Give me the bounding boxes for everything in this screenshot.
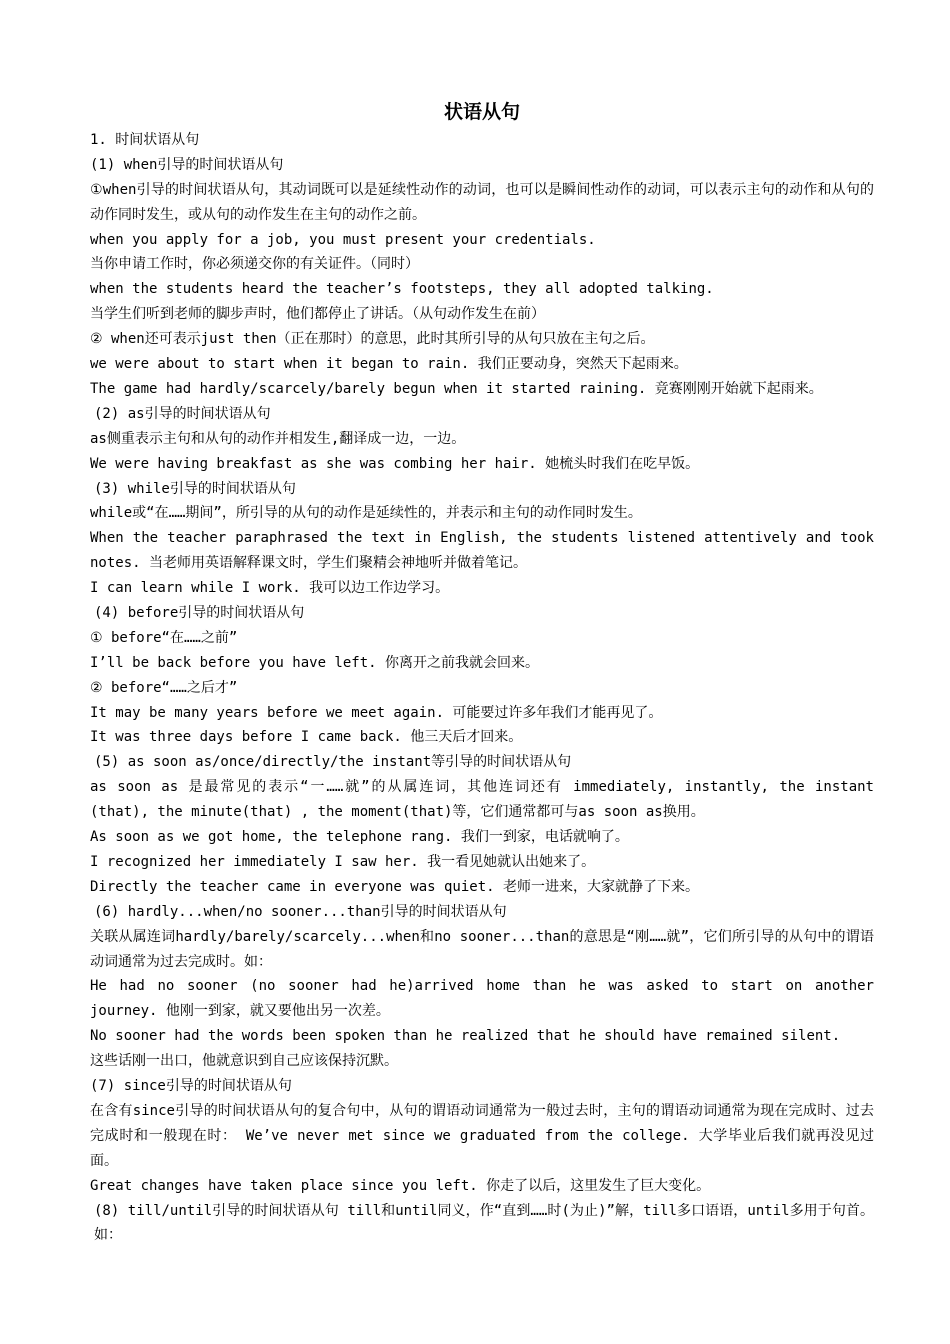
text-line: ② before“……之后才” bbox=[90, 679, 238, 696]
text-line: I’ll be back before you have left. 你离开之前我就会回来。 bbox=[90, 654, 540, 671]
text-line: 这些话刚一出口，他就意识到自己应该保持沉默。 bbox=[90, 1053, 398, 1070]
text-line: It may be many years before we meet again. 可能要过许多年我们才能再见了。 bbox=[90, 704, 663, 721]
text-line: ② when还可表示just then（正在那时）的意思，此时其所引导的从句只放在主句之后。 bbox=[90, 331, 655, 348]
text-line: 1. 时间状语从句 bbox=[90, 132, 200, 148]
text-line: I recognized her immediately I saw her. 我一看见她就认出她来了。 bbox=[90, 853, 596, 870]
text-line: It was three days before I came back. 他三天后才回来。 bbox=[90, 729, 523, 746]
text-line: 在含有since引导的时间状语从句的复合句中，从句的谓语动词通常为一般过去时，主句的谓语动词通常为现在完成时、过去完成时和一般现在时： We’ve never met since we graduated from the college. 大学毕业后我们就再没见过面。 bbox=[90, 1102, 874, 1169]
text-line: (6) hardly...when/no sooner...than引导的时间状语从句 bbox=[94, 903, 507, 920]
text-line: Directly the teacher came in everyone was quiet. 老师一进来，大家就静了下来。 bbox=[90, 878, 700, 895]
text-line: (2) as引导的时间状语从句 bbox=[94, 405, 271, 422]
text-line: 当你申请工作时，你必须递交你的有关证件。（同时） bbox=[90, 256, 419, 273]
text-line: (3) while引导的时间状语从句 bbox=[94, 480, 296, 497]
text-line: when you apply for a job, you must present your credentials. bbox=[90, 231, 596, 248]
text-line: 当学生们听到老师的脚步声时，他们都停止了讲话。（从句动作发生在前） bbox=[90, 306, 545, 323]
text-line: (4) before引导的时间状语从句 bbox=[94, 604, 305, 621]
text-line: We were having breakfast as she was combing her hair. 她梳头时我们在吃早饭。 bbox=[90, 455, 700, 472]
text-line: while或“在……期间”，所引导的从句的动作是延续性的，并表示和主句的动作同时发生。 bbox=[90, 505, 642, 522]
text-line: He had no sooner (no sooner had he)arrived home than he was asked to start on another journey. 他刚一到家，就又要他出另一次差。 bbox=[90, 978, 874, 1020]
text-line: ① before“在……之前” bbox=[90, 629, 238, 646]
text-line: ①when引导的时间状语从句，其动词既可以是延续性动作的动词，也可以是瞬间性动作的动词，可以表示主句的动作和从句的动作同时发生，或从句的动作发生在主句的动作之前。 bbox=[90, 181, 874, 223]
text-line: The game had hardly/scarcely/barely begun when it started raining. 竞赛刚刚开始就下起雨来。 bbox=[90, 380, 823, 397]
text-line: As soon as we got home, the telephone rang. 我们一到家，电话就响了。 bbox=[90, 829, 629, 846]
text-line: 关联从属连词hardly/barely/scarcely...when和no sooner...than的意思是“刚……就”，它们所引导的从句中的谓语动词通常为过去完成时。如： bbox=[90, 928, 874, 970]
text-line: we were about to start when it began to rain. 我们正要动身，突然天下起雨来。 bbox=[90, 356, 688, 373]
text-line: Great changes have taken place since you left. 你走了以后，这里发生了巨大变化。 bbox=[90, 1177, 711, 1194]
text-line: as侧重表示主句和从句的动作并相发生,翻译成一边，一边。 bbox=[90, 430, 466, 447]
document-title: 状语从句 bbox=[443, 101, 520, 123]
text-line: (5) as soon as/once/directly/the instant等引导的时间状语从句 bbox=[94, 754, 572, 771]
text-line: (8) till/until引导的时间状语从句 till和until同义，作“直到……时(为止)”解，till多口语语，until多用于句首。如： bbox=[94, 1202, 874, 1244]
text-line: when the students heard the teacher’s footsteps, they all adopted talking. bbox=[90, 281, 714, 298]
text-line: No sooner had the words been spoken than he realized that he should have remained silent. bbox=[90, 1028, 841, 1045]
document-body bbox=[90, 128, 874, 1248]
text-line: I can learn while I work. 我可以边工作边学习。 bbox=[90, 580, 450, 597]
text-line: (7) since引导的时间状语从句 bbox=[90, 1078, 292, 1094]
text-line: (1) when引导的时间状语从句 bbox=[90, 156, 284, 173]
text-line: as soon as 是最常见的表示“一……就”的从属连词，其他连词还有 immediately, instantly, the instant (that), the minute(that) , the moment(that)等，它们通常都可与as soon as换用。 bbox=[90, 779, 874, 821]
text-line: When the teacher paraphrased the text in English, the students listened attentively and took notes. 当老师用英语解释课文时，学生们聚精会神地听并做着笔记。 bbox=[90, 530, 874, 572]
